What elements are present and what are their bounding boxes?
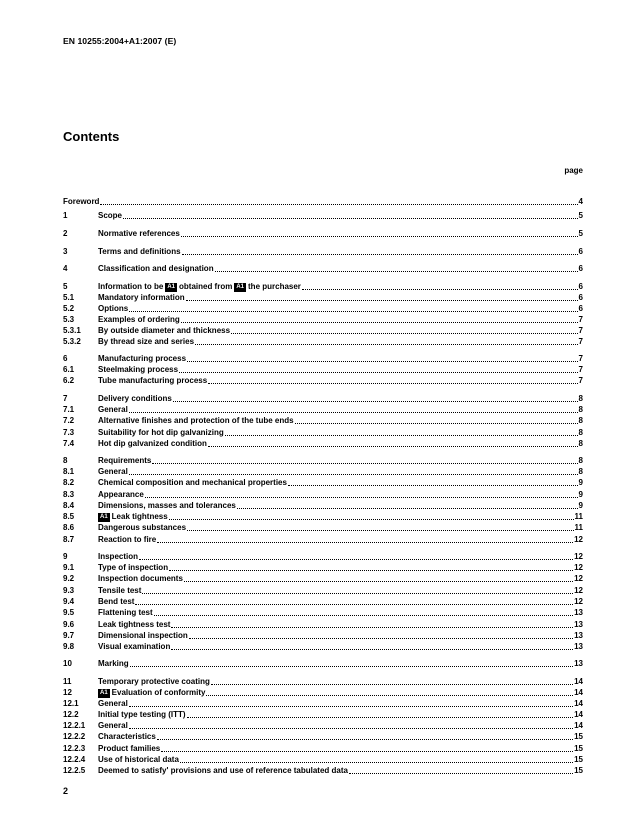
toc-entry-page: 8 <box>578 428 583 437</box>
toc-entry-number: 8.6 <box>63 523 75 532</box>
toc-entry-page: 15 <box>574 732 583 741</box>
toc-entry-page: 13 <box>574 620 583 629</box>
toc-entry-page: 12 <box>574 586 583 595</box>
toc-entry[interactable] <box>63 534 583 545</box>
toc-entry-page: 7 <box>578 354 583 363</box>
contents-heading: Contents <box>63 129 120 144</box>
toc-entry-page: 13 <box>574 659 583 668</box>
toc-entry-page: 15 <box>574 744 583 753</box>
toc-entry-number: 2 <box>63 229 68 238</box>
toc-entry-page: 8 <box>578 416 583 425</box>
toc-entry-number: 9.1 <box>63 563 75 572</box>
dot-leader <box>171 619 573 628</box>
toc-entry-title: Dimensions, masses and tolerances <box>98 501 236 510</box>
dot-leader <box>129 720 573 729</box>
toc-entry-title: Initial type testing (ITT) <box>98 710 186 719</box>
toc-entry-page: 4 <box>578 197 583 206</box>
dot-leader <box>129 404 578 413</box>
toc-entry-title: Manufacturing process <box>98 354 187 363</box>
toc-entry[interactable] <box>63 404 583 415</box>
dot-leader <box>187 353 578 362</box>
toc-entry-page: 5 <box>578 211 583 220</box>
toc-entry-number: 9.6 <box>63 620 75 629</box>
toc-entry-title: Terms and definitions <box>98 247 181 256</box>
dot-leader <box>181 314 578 323</box>
toc-entry-page: 15 <box>574 766 583 775</box>
toc-entry[interactable] <box>63 596 583 607</box>
toc-entry-number: 5.3.2 <box>63 337 81 346</box>
toc-entry[interactable] <box>63 562 583 573</box>
dot-leader <box>157 731 573 740</box>
toc-entry-number: 8.7 <box>63 535 75 544</box>
toc-entry-number: 12.2.4 <box>63 755 86 764</box>
toc-entry[interactable] <box>63 466 583 477</box>
dot-leader <box>195 336 578 345</box>
toc-entry-number: 10 <box>63 659 72 668</box>
toc-entry-number: 6.2 <box>63 376 75 385</box>
toc-entry-number: 8 <box>63 456 68 465</box>
toc-entry[interactable] <box>63 731 583 742</box>
toc-entry-title: Deemed to satisfy' provisions and use of reference tabulated data <box>98 766 348 775</box>
toc-entry-title: Temporary protective coating <box>98 677 210 686</box>
toc-entry-page: 8 <box>578 405 583 414</box>
toc-entry-page: 6 <box>578 304 583 313</box>
toc-title-part: Leak tightness <box>111 512 168 521</box>
toc-entry-page: 7 <box>578 315 583 324</box>
dot-leader <box>180 754 573 763</box>
toc-entry-title: Examples of ordering <box>98 315 180 324</box>
toc-entry-number: 12 <box>63 688 72 697</box>
toc-entry[interactable] <box>63 658 583 669</box>
toc-entry-number: 11 <box>63 677 72 686</box>
toc-entry-title: Visual examination <box>98 642 171 651</box>
toc-entry[interactable] <box>63 676 583 687</box>
dot-leader <box>135 596 573 605</box>
toc-entry-number: 8.2 <box>63 478 75 487</box>
toc-entry-number: 7.4 <box>63 439 75 448</box>
dot-leader <box>161 743 573 752</box>
toc-entry[interactable] <box>63 630 583 641</box>
toc-title-part: Information to be <box>98 282 164 291</box>
toc-entry-title: Dimensional inspection <box>98 631 188 640</box>
toc-entry[interactable] <box>63 455 583 466</box>
toc-entry-page: 13 <box>574 631 583 640</box>
toc-entry-title: Marking <box>98 659 129 668</box>
toc-entry-number: 7.2 <box>63 416 75 425</box>
dot-leader <box>179 364 578 373</box>
toc-entry-page: 5 <box>578 229 583 238</box>
toc-entry-title: Requirements <box>98 456 152 465</box>
toc-entry[interactable] <box>63 709 583 720</box>
toc-entry-title: Suitability for hot dip galvanizing <box>98 428 224 437</box>
page-column-label: page <box>564 166 583 175</box>
dot-leader <box>142 585 573 594</box>
toc-entry[interactable] <box>63 375 583 386</box>
toc-entry-number: 5.3 <box>63 315 75 324</box>
toc-entry-title: By thread size and series <box>98 337 195 346</box>
dot-leader <box>302 281 578 290</box>
toc-entry-title: Mandatory information <box>98 293 185 302</box>
toc-entry-page: 6 <box>578 264 583 273</box>
toc-entry-number: 12.2.3 <box>63 744 86 753</box>
toc-entry-title: Flattening test <box>98 608 153 617</box>
dot-leader <box>215 263 578 272</box>
toc-entry[interactable] <box>63 196 583 207</box>
toc-entry-number: 8.3 <box>63 490 75 499</box>
toc-entry-title: Dangerous substances <box>98 523 187 532</box>
toc-entry-number: 6.1 <box>63 365 75 374</box>
dot-leader <box>186 292 578 301</box>
dot-leader <box>129 303 577 312</box>
dot-leader <box>145 489 578 498</box>
toc-entry-page: 12 <box>574 597 583 606</box>
toc-entry-number: 5.1 <box>63 293 75 302</box>
toc-entry-number: 12.2 <box>63 710 79 719</box>
toc-entry-number: 4 <box>63 264 68 273</box>
toc-entry-title: General <box>98 405 128 414</box>
dot-leader <box>182 246 578 255</box>
dot-leader <box>208 438 578 447</box>
toc-title-part: obtained from <box>179 282 233 291</box>
dot-leader <box>152 455 577 464</box>
toc-entry-page: 14 <box>574 721 583 730</box>
toc-entry-title: Options <box>98 304 129 313</box>
toc-entry-number: 7.1 <box>63 405 75 414</box>
toc-entry-title: Reaction to fire <box>98 535 157 544</box>
toc-entry-page: 9 <box>578 501 583 510</box>
toc-entry-page: 14 <box>574 677 583 686</box>
toc-entry[interactable] <box>63 720 583 731</box>
dot-leader <box>129 466 578 475</box>
dot-leader <box>169 511 574 520</box>
toc-entry-title: Leak tightness test <box>98 620 171 629</box>
toc-entry[interactable] <box>63 698 583 709</box>
toc-entry[interactable] <box>63 585 583 596</box>
dot-leader <box>130 658 573 667</box>
amendment-start-marker-icon: A1 <box>100 514 108 520</box>
toc-entry-page: 12 <box>574 535 583 544</box>
dot-leader <box>295 415 578 424</box>
page-number: 2 <box>63 786 69 796</box>
toc-entry-page: 6 <box>578 247 583 256</box>
toc-entry-page: 12 <box>574 574 583 583</box>
toc-entry-title: Product families <box>98 744 161 753</box>
toc-entry-number: 9.8 <box>63 642 75 651</box>
toc-entry[interactable] <box>63 364 583 375</box>
toc-entry[interactable] <box>63 246 583 257</box>
dot-leader <box>231 325 578 334</box>
toc-entry[interactable] <box>63 573 583 584</box>
toc-entry-page: 8 <box>578 394 583 403</box>
toc-entry-number: 8.1 <box>63 467 75 476</box>
toc-entry[interactable] <box>63 228 583 239</box>
toc-entry[interactable] <box>63 210 583 221</box>
toc-entry[interactable] <box>63 336 583 347</box>
toc-entry[interactable] <box>63 353 583 364</box>
toc-entry[interactable] <box>63 754 583 765</box>
toc-entry[interactable] <box>63 607 583 618</box>
toc-entry-title: Hot dip galvanized condition <box>98 439 207 448</box>
dot-leader <box>206 687 573 696</box>
toc-entry[interactable] <box>63 303 583 314</box>
toc-entry-number: 7.3 <box>63 428 75 437</box>
toc-entry-title: Chemical composition and mechanical properties <box>98 478 287 487</box>
toc-entry-page: 8 <box>578 456 583 465</box>
toc-entry-page: 15 <box>574 755 583 764</box>
toc-entry-title <box>98 687 205 698</box>
toc-entry[interactable] <box>63 500 583 511</box>
toc-entry-page: 13 <box>574 642 583 651</box>
amendment-start-marker-icon: A1 <box>100 690 108 696</box>
toc-entry-title: General <box>98 721 128 730</box>
toc-entry-number: 5 <box>63 282 68 291</box>
toc-entry-page: 6 <box>578 282 583 291</box>
toc-entry[interactable] <box>63 619 583 630</box>
toc-entry-title: General <box>98 699 128 708</box>
toc-entry-title: Alternative finishes and protection of the tube ends <box>98 416 294 425</box>
dot-leader <box>129 698 573 707</box>
toc-entry-title: General <box>98 467 128 476</box>
toc-entry-title: Characteristics <box>98 732 156 741</box>
toc-entry[interactable] <box>63 765 583 776</box>
toc-entry-page: 12 <box>574 563 583 572</box>
toc-entry-number: 5.3.1 <box>63 326 81 335</box>
toc-entry[interactable] <box>63 281 583 292</box>
toc-entry-page: 14 <box>574 710 583 719</box>
dot-leader <box>211 676 573 685</box>
toc-entry[interactable] <box>63 551 583 562</box>
toc-entry-page: 8 <box>578 467 583 476</box>
dot-leader <box>208 375 577 384</box>
toc-title-part: Evaluation of conformity <box>111 688 206 697</box>
toc-entry[interactable] <box>63 438 583 449</box>
dot-leader <box>157 534 573 543</box>
toc-entry-title: Scope <box>98 211 123 220</box>
toc-entry-page: 11 <box>574 512 583 521</box>
toc-entry-number: 3 <box>63 247 68 256</box>
dot-leader <box>187 709 574 718</box>
toc-entry-title: Inspection <box>98 552 139 561</box>
toc-title-part: the purchaser <box>248 282 301 291</box>
dot-leader <box>100 196 577 205</box>
dot-leader <box>169 562 573 571</box>
toc-entry[interactable] <box>63 477 583 488</box>
toc-entry-page: 7 <box>578 365 583 374</box>
dot-leader <box>171 641 573 650</box>
toc-entry-title <box>98 281 301 292</box>
toc-entry-number: 12.1 <box>63 699 79 708</box>
toc-entry-title: Appearance <box>98 490 144 499</box>
toc-entry-number: 9 <box>63 552 68 561</box>
document-id: EN 10255:2004+A1:2007 (E) <box>63 36 177 46</box>
toc-entry[interactable] <box>63 743 583 754</box>
toc-entry-number: 8.5 <box>63 512 75 521</box>
toc-entry-title: Tube manufacturing process <box>98 376 208 385</box>
toc-entry-title: Delivery conditions <box>98 394 172 403</box>
toc-entry-title: Tensile test <box>98 586 142 595</box>
toc-entry-page: 7 <box>578 376 583 385</box>
toc-entry[interactable] <box>63 325 583 336</box>
toc-entry[interactable] <box>63 263 583 274</box>
toc-entry-number: 12.2.2 <box>63 732 86 741</box>
toc-entry[interactable] <box>63 687 583 698</box>
toc-entry-page: 7 <box>578 337 583 346</box>
dot-leader <box>187 522 574 531</box>
toc-entry-page: 12 <box>574 552 583 561</box>
amendment-end-marker-icon: A1 <box>236 284 245 290</box>
toc-entry-page: 7 <box>578 326 583 335</box>
toc-entry-number: 9.3 <box>63 586 75 595</box>
toc-entry-title: Foreword <box>63 197 100 206</box>
dot-leader <box>288 477 578 486</box>
toc-entry-title: Use of historical data <box>98 755 179 764</box>
toc-entry-page: 6 <box>578 293 583 302</box>
dot-leader <box>189 630 573 639</box>
dot-leader <box>154 607 573 616</box>
dot-leader <box>349 765 573 774</box>
toc-entry-page: 9 <box>578 478 583 487</box>
toc-entry-number: 12.2.5 <box>63 766 86 775</box>
dot-leader <box>173 393 578 402</box>
toc-entry-title: Steelmaking process <box>98 365 179 374</box>
toc-entry-title: Bend test <box>98 597 135 606</box>
toc-entry-number: 6 <box>63 354 68 363</box>
toc-entry-number: 9.2 <box>63 574 75 583</box>
toc-entry[interactable] <box>63 427 583 438</box>
toc-entry-number: 9.5 <box>63 608 75 617</box>
toc-entry-number: 9.7 <box>63 631 75 640</box>
toc-entry[interactable] <box>63 641 583 652</box>
toc-entry-page: 11 <box>574 523 583 532</box>
toc-entry-number: 7 <box>63 394 68 403</box>
dot-leader <box>225 427 578 436</box>
toc-entry-title: Classification and designation <box>98 264 214 273</box>
toc-entry-page: 14 <box>574 699 583 708</box>
toc-entry-number: 9.4 <box>63 597 75 606</box>
toc-entry-page: 13 <box>574 608 583 617</box>
toc-entry-number: 12.2.1 <box>63 721 86 730</box>
toc-entry[interactable] <box>63 511 583 522</box>
toc-entry-number: 8.4 <box>63 501 75 510</box>
toc-entry-page: 9 <box>578 490 583 499</box>
toc-entry-page: 14 <box>574 688 583 697</box>
toc-entry[interactable] <box>63 292 583 303</box>
toc-entry[interactable] <box>63 393 583 404</box>
dot-leader <box>184 573 573 582</box>
dot-leader <box>139 551 573 560</box>
toc-entry-page: 8 <box>578 439 583 448</box>
toc-entry-number: 5.2 <box>63 304 75 313</box>
toc-entry[interactable] <box>63 489 583 500</box>
dot-leader <box>181 228 578 237</box>
toc-entry[interactable] <box>63 522 583 533</box>
toc-entry-number: 1 <box>63 211 68 220</box>
toc-entry-title <box>98 511 168 522</box>
toc-entry-title: Normative references <box>98 229 180 238</box>
dot-leader <box>237 500 578 509</box>
dot-leader <box>123 210 578 219</box>
toc-entry-title: Type of inspection <box>98 563 169 572</box>
toc-entry-title: Inspection documents <box>98 574 183 583</box>
toc-entry[interactable] <box>63 314 583 325</box>
toc-entry-title: By outside diameter and thickness <box>98 326 231 335</box>
toc-entry[interactable] <box>63 415 583 426</box>
amendment-start-marker-icon: A1 <box>167 284 175 290</box>
